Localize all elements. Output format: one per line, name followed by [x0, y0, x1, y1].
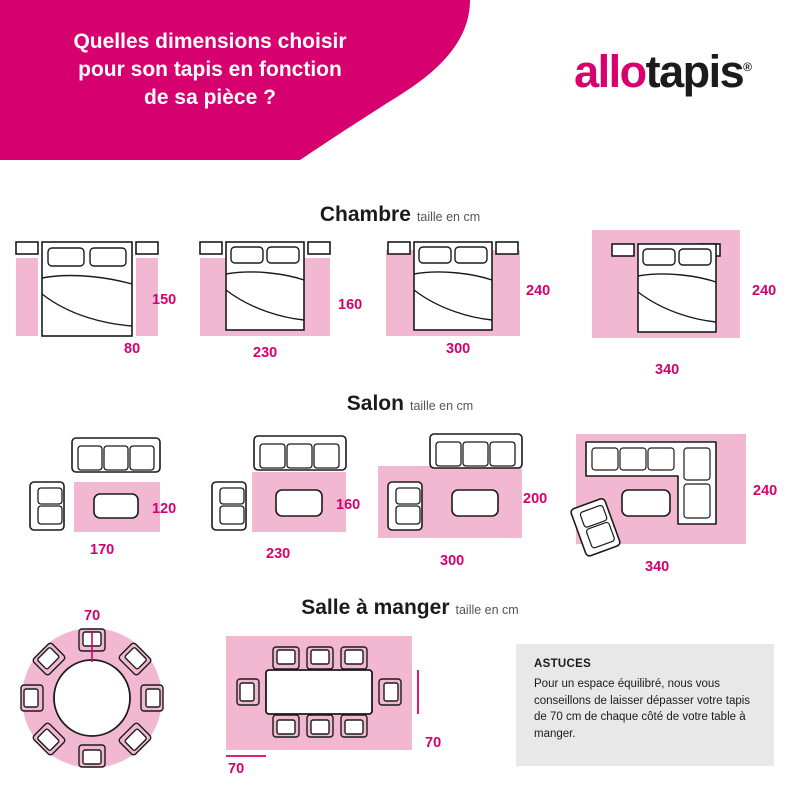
salle-a-manger-label-width: 70: [228, 761, 245, 777]
section-unit-salle-a-manger: taille en cm: [455, 603, 519, 617]
logo-tapis: tapis: [645, 46, 744, 97]
chambre-label-width-4: 340: [655, 362, 680, 378]
chambre-label-width-1: 80: [124, 341, 141, 357]
page-title-line-2: pour son tapis en fonction: [78, 58, 342, 81]
chambre-label-width-2: 230: [253, 345, 278, 361]
section-name-chambre: Chambre: [319, 203, 411, 226]
salon-label-width-1: 170: [90, 542, 115, 558]
page-title-line-1: Quelles dimensions choisir: [73, 30, 347, 53]
section-unit-chambre: taille en cm: [416, 210, 481, 224]
salle-a-manger-diagram-round: [14, 626, 174, 776]
salon-label-height-4: 240: [753, 483, 778, 499]
allotapis-logo: [574, 46, 752, 98]
salle-a-manger-diagram-rect: [224, 634, 424, 762]
astuces-box: [516, 644, 774, 766]
salon-label-height-3: 200: [523, 491, 548, 507]
salon-label-height-1: 120: [152, 501, 177, 517]
salon-diagram-2: [198, 428, 361, 543]
logo-allo: allo: [574, 46, 646, 97]
salon-label-width-4: 340: [645, 559, 670, 575]
salon-diagram-3: [376, 428, 536, 548]
section-heading-salon: [260, 392, 560, 416]
section-heading-salle-a-manger: [230, 596, 590, 620]
chambre-diagram-4: [590, 228, 750, 353]
page-title: [20, 28, 400, 112]
salle-a-manger-label-round: 70: [84, 608, 101, 624]
astuces-title: ASTUCES: [534, 658, 592, 670]
section-name-salon: Salon: [346, 392, 404, 415]
chambre-diagram-2: [198, 238, 348, 348]
salon-label-width-3: 300: [440, 553, 465, 569]
section-name-salle-a-manger: Salle à manger: [301, 596, 450, 619]
chambre-label-height-3: 240: [526, 283, 551, 299]
salon-diagram-1: [14, 432, 177, 542]
salon-label-height-2: 160: [336, 497, 361, 513]
section-unit-salon: taille en cm: [409, 399, 474, 413]
salon-label-width-2: 230: [266, 546, 291, 562]
chambre-label-height-2: 160: [338, 297, 363, 313]
chambre-label-width-3: 300: [446, 341, 471, 357]
chambre-diagram-3: [384, 238, 534, 348]
logo-registered-mark: ®: [743, 60, 752, 74]
chambre-label-height-1: 150: [152, 292, 177, 308]
salon-diagram-4: [566, 428, 756, 573]
salle-a-manger-label-height: 70: [425, 735, 442, 751]
page-title-line-3: de sa pièce ?: [144, 86, 276, 109]
section-heading-chambre: [250, 203, 550, 227]
chambre-label-height-4: 240: [752, 283, 777, 299]
astuces-text: Pour un espace équilibré, nous vous conseillons de laisser dépasser votre tapis de 70 cm de chaque côté de votre table à manger.: [534, 678, 751, 740]
